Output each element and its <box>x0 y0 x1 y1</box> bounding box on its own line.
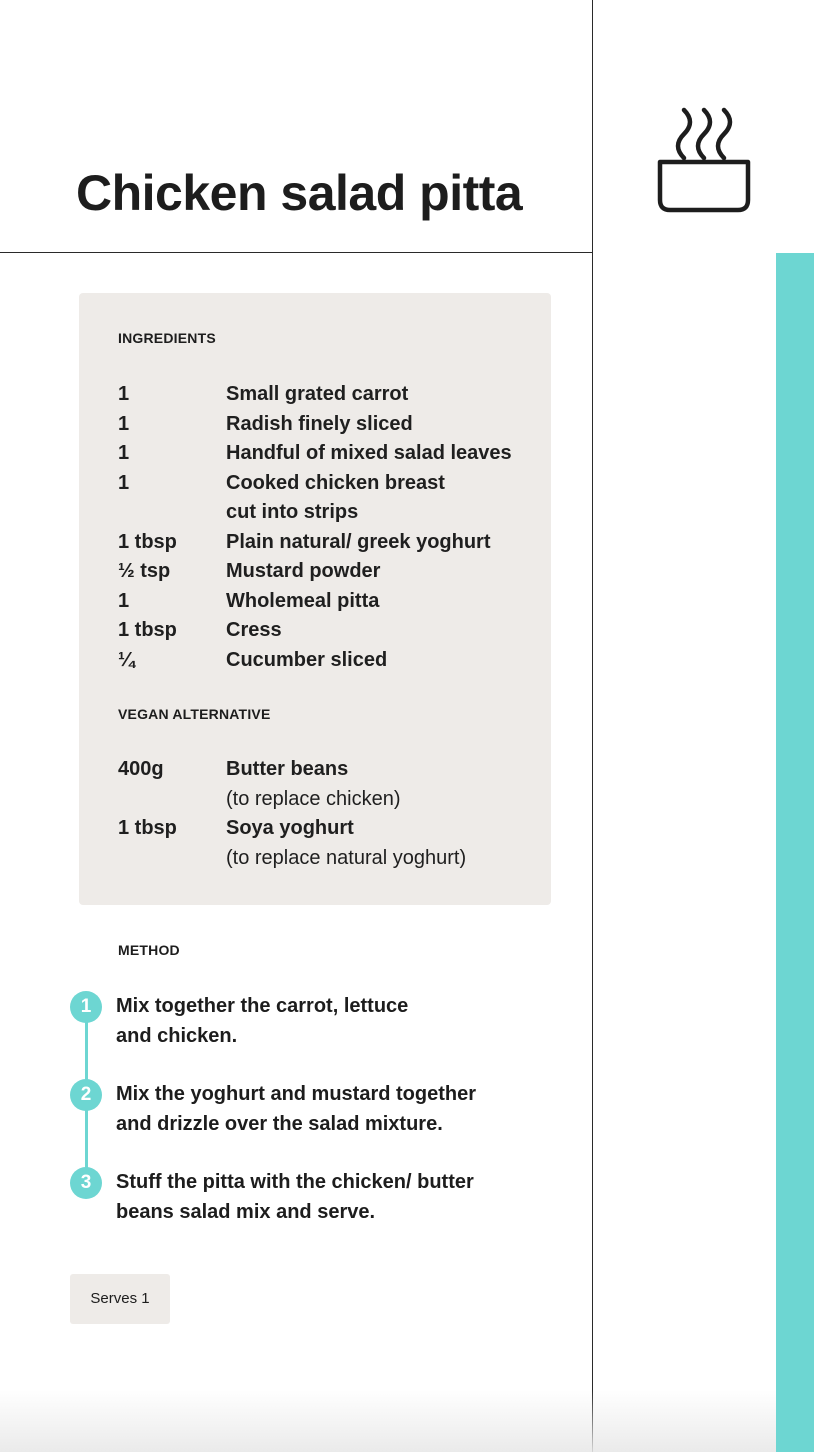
ingredient-row <box>118 380 548 410</box>
accent-strip <box>776 253 814 1452</box>
ingredient-qty: 1 <box>118 412 130 435</box>
ingredient-name: Handful of mixed salad leaves <box>226 442 512 464</box>
ingredient-name: Cucumber sliced <box>226 648 388 671</box>
vertical-divider <box>592 0 593 1452</box>
header-divider <box>0 252 593 253</box>
ingredient-qty: 1 tbsp <box>118 619 177 641</box>
method-step-line: and drizzle over the salad mixture. <box>116 1112 443 1135</box>
ingredient-name: Plain natural/ greek yoghurt <box>226 530 491 553</box>
method-step-line: Stuff the pitta with the chicken/ butter <box>116 1171 474 1193</box>
vegan-row <box>118 844 548 874</box>
ingredient-name: Small grated carrot <box>226 383 409 405</box>
vegan-row <box>118 814 548 844</box>
method-step <box>116 1080 546 1139</box>
recipe-title: Chicken salad pitta <box>76 165 523 221</box>
ingredient-row <box>118 439 548 469</box>
ingredient-name: Radish finely sliced <box>226 412 413 435</box>
serves-badge: Serves 1 <box>70 1274 170 1324</box>
ingredient-row <box>118 587 548 617</box>
ingredient-qty: 1 <box>118 383 130 405</box>
vegan-heading: VEGAN ALTERNATIVE <box>118 706 271 722</box>
step-number-badge: 3 <box>70 1167 102 1199</box>
method-step <box>116 992 546 1051</box>
steaming-pot-icon <box>654 106 754 216</box>
page-bottom-shade <box>0 1390 776 1452</box>
ingredient-row <box>118 410 548 440</box>
method-step-line: Mix together the carrot, lettuce <box>116 995 409 1017</box>
vegan-note: (to replace chicken) <box>226 787 401 810</box>
ingredient-qty: 1 <box>118 471 130 494</box>
ingredient-qty: 1 tbsp <box>118 530 177 553</box>
vegan-row <box>118 785 548 815</box>
ingredient-row <box>118 498 548 528</box>
ingredient-row <box>118 646 548 676</box>
ingredient-qty: ½ tsp <box>118 560 171 582</box>
ingredient-qty: 1 <box>118 589 130 612</box>
ingredients-heading: INGREDIENTS <box>118 330 216 346</box>
method-step <box>116 1168 546 1227</box>
ingredient-qty: ¼ <box>118 648 135 671</box>
ingredient-row <box>118 469 548 499</box>
vegan-name: Soya yoghurt <box>226 817 354 839</box>
ingredient-row <box>118 616 548 646</box>
ingredient-name: Cooked chicken breast <box>226 471 445 494</box>
vegan-qty: 400g <box>118 758 164 780</box>
ingredient-name: Cress <box>226 619 282 641</box>
ingredient-qty: 1 <box>118 442 130 464</box>
method-step-line: Mix the yoghurt and mustard together <box>116 1083 477 1105</box>
vegan-row <box>118 755 548 785</box>
vegan-qty: 1 tbsp <box>118 817 177 839</box>
step-number-badge: 2 <box>70 1079 102 1111</box>
vegan-name: Butter beans <box>226 758 349 780</box>
ingredient-name: Mustard powder <box>226 560 381 582</box>
step-number-badge: 1 <box>70 991 102 1023</box>
ingredient-row <box>118 557 548 587</box>
vegan-note: (to replace natural yoghurt) <box>226 846 467 869</box>
method-step-line: and chicken. <box>116 1024 238 1047</box>
ingredient-name: cut into strips <box>226 501 359 523</box>
method-heading: METHOD <box>118 942 180 958</box>
method-step-line: beans salad mix and serve. <box>116 1200 376 1223</box>
ingredient-name: Wholemeal pitta <box>226 589 380 612</box>
ingredient-row <box>118 528 548 558</box>
